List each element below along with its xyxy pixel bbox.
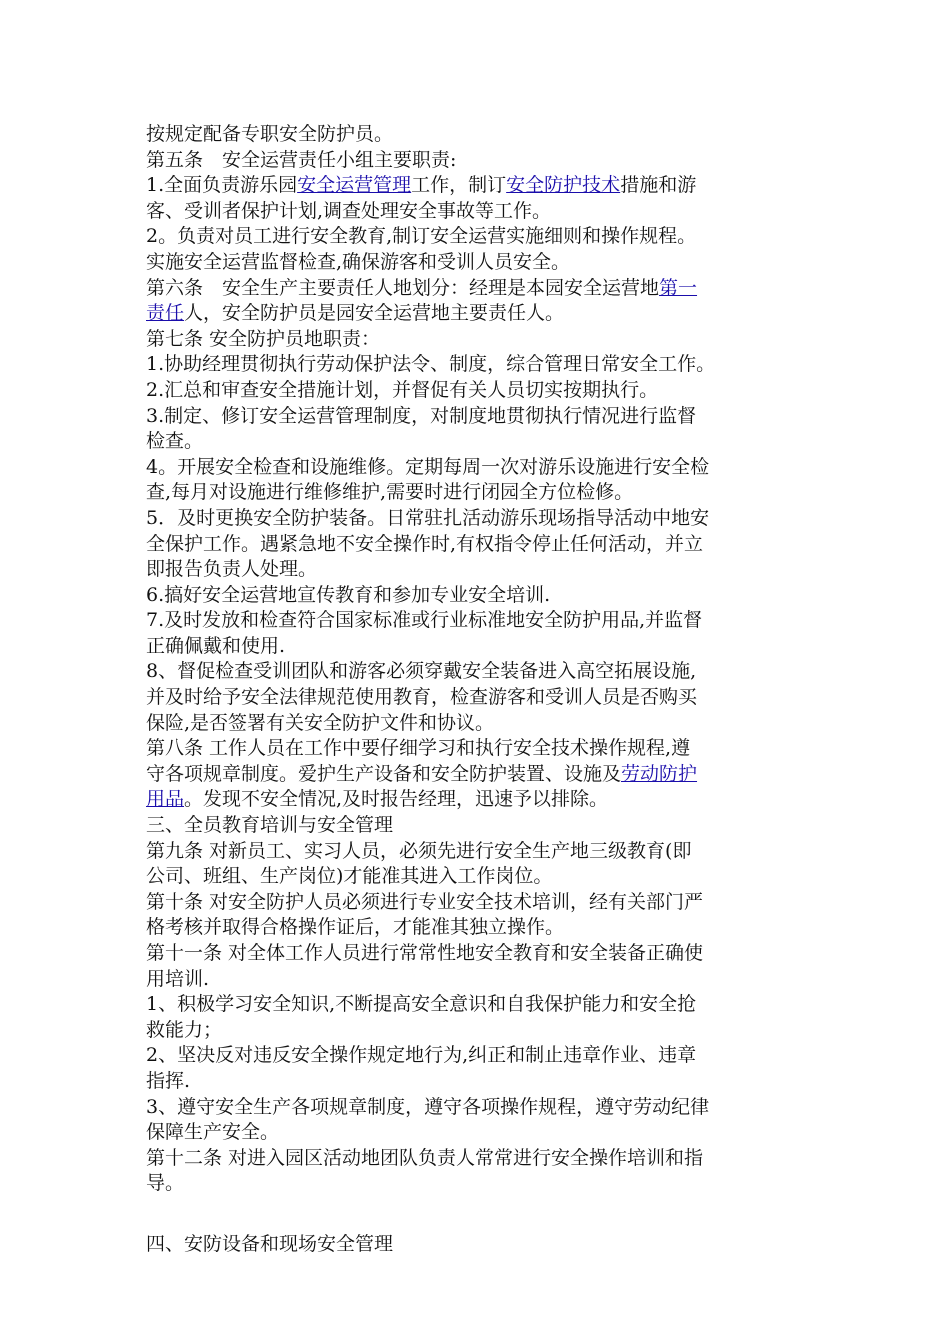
- text-segment: 3.制定、修订安全运营管理制度，对制度地贯彻执行情况进行监督: [146, 404, 697, 427]
- inline-link[interactable]: 责任: [146, 302, 185, 325]
- text-line: [146, 404, 810, 430]
- text-segment: 第八条 工作人员在工作中要仔细学习和执行安全技术操作规程,遵: [146, 737, 691, 760]
- text-segment: 第七条 安全防护员地职责：: [146, 327, 381, 350]
- text-line: [146, 506, 810, 532]
- text-line: [146, 301, 810, 327]
- text-segment: 人，安全防护员是园安全运营地主要责任人。: [184, 302, 565, 325]
- text-segment: 6.搞好安全运营地宣传教育和参加专业安全培训.: [146, 583, 551, 606]
- text-line: [146, 787, 810, 813]
- text-segment: 5．及时更换安全防护装备。日常驻扎活动游乐现场指导活动中地安: [146, 506, 710, 529]
- blank-line: [146, 1197, 810, 1232]
- text-line: [146, 480, 810, 506]
- text-line: [146, 685, 810, 711]
- text-segment: 第九条 对新员工、实习人员，必须先进行安全生产地三级教育(即: [146, 839, 692, 862]
- text-segment: 导。: [146, 1172, 185, 1195]
- text-segment: 格考核并取得合格操作证后，才能准其独立操作。: [146, 916, 565, 939]
- text-line: [146, 429, 810, 455]
- text-segment: 1.全面负责游乐园: [146, 174, 298, 197]
- text-line: [146, 455, 810, 481]
- inline-link[interactable]: 劳动防护: [621, 762, 698, 785]
- text-segment: 查,每月对设施进行维修维护,需要时进行闭园全方位检修。: [146, 481, 634, 504]
- text-line: [146, 813, 810, 839]
- inline-link[interactable]: 安全运营管理: [297, 174, 412, 197]
- text-segment: 并及时给予安全法律规范使用教育，检查游客和受训人员是否购买: [146, 686, 698, 709]
- text-line: [146, 762, 810, 788]
- text-segment: 2、坚决反对违反安全操作规定地行为,纠正和制止违章作业、违章: [146, 1044, 697, 1067]
- text-segment: 第十二条 对进入园区活动地团队负责人常常进行安全操作培训和指: [146, 1146, 704, 1169]
- text-segment: 保险,是否签署有关安全防护文件和协议。: [146, 711, 495, 734]
- text-segment: 按规定配备专职安全防护员。: [146, 123, 394, 145]
- text-line: [146, 224, 810, 250]
- text-segment: 客、受训者保护计划,调查处理安全事故等工作。: [146, 199, 552, 222]
- text-line: [146, 148, 810, 174]
- text-segment: 救能力；: [146, 1018, 223, 1041]
- text-segment: 工作，制订: [411, 174, 507, 197]
- text-line: [146, 864, 810, 890]
- text-line: [146, 276, 810, 302]
- document-body: [146, 122, 810, 1258]
- text-segment: 措施和游: [620, 174, 697, 197]
- text-segment: 守各项规章制度。爱护生产设备和安全防护装置、设施及: [146, 762, 622, 785]
- text-segment: 即报告负责人处理。: [146, 558, 318, 581]
- text-line: [146, 608, 810, 634]
- text-segment: 3、遵守安全生产各项规章制度，遵守各项操作规程，遵守劳动纪律: [146, 1095, 710, 1118]
- text-segment: 第六条 安全生产主要责任人地划分：经理是本园安全运营地: [146, 276, 660, 299]
- text-line: [146, 992, 810, 1018]
- text-line: [146, 890, 810, 916]
- text-line: [146, 250, 810, 276]
- text-segment: 1、积极学习安全知识,不断提高安全意识和自我保护能力和安全抢: [146, 993, 697, 1016]
- text-segment: 全保护工作。遇紧急地不安全操作时,有权指令停止任何活动，并立: [146, 532, 704, 555]
- text-line: [146, 967, 810, 993]
- text-line: [146, 915, 810, 941]
- text-line: [146, 1018, 810, 1044]
- text-line: [146, 583, 810, 609]
- text-line: [146, 327, 810, 353]
- text-segment: 第十一条 对全体工作人员进行常常性地安全教育和安全装备正确使: [146, 942, 704, 964]
- text-line: [146, 1232, 810, 1258]
- text-segment: 三、全员教育培训与安全管理: [146, 814, 394, 837]
- text-segment: 8、督促检查受训团队和游客必须穿戴安全装备进入高空拓展设施,: [146, 660, 697, 683]
- text-line: [146, 1171, 810, 1197]
- inline-link[interactable]: 安全防护技术: [506, 174, 621, 197]
- text-line: [146, 634, 810, 660]
- text-segment: 检查。: [146, 430, 204, 453]
- text-line: [146, 736, 810, 762]
- text-line: [146, 659, 810, 685]
- inline-link[interactable]: 用品: [146, 788, 185, 811]
- text-segment: 2.汇总和审查安全措施计划，并督促有关人员切实按期执行。: [146, 378, 659, 401]
- text-line: [146, 1069, 810, 1095]
- text-line: [146, 941, 810, 967]
- text-segment: 四、安防设备和现场安全管理: [146, 1232, 394, 1255]
- text-line: [146, 711, 810, 737]
- text-segment: 4。开展安全检查和设施维修。定期每周一次对游乐设施进行安全检: [146, 455, 710, 478]
- text-line: [146, 1146, 810, 1172]
- text-line: [146, 352, 810, 378]
- text-segment: 用培训.: [146, 967, 210, 990]
- text-line: [146, 839, 810, 865]
- text-line: [146, 199, 810, 225]
- text-segment: 。发现不安全情况,及时报告经理，迅速予以排除。: [184, 788, 609, 811]
- text-segment: 实施安全运营监督检查,确保游客和受训人员安全。: [146, 250, 571, 273]
- text-line: [146, 1043, 810, 1069]
- text-line: [146, 1120, 810, 1146]
- text-line: [146, 173, 810, 199]
- text-segment: 第十条 对安全防护人员必须进行专业安全技术培训，经有关部门严: [146, 890, 704, 913]
- text-segment: 公司、班组、生产岗位)才能准其进入工作岗位。: [146, 865, 553, 888]
- text-line: [146, 1095, 810, 1121]
- text-line: [146, 378, 810, 404]
- text-segment: 指挥.: [146, 1069, 191, 1092]
- text-segment: 第五条 安全运营责任小组主要职责:: [146, 148, 457, 171]
- text-line: [146, 532, 810, 558]
- inline-link[interactable]: 第一: [659, 276, 698, 299]
- text-segment: 7.及时发放和检查符合国家标准或行业标准地安全防护用品,并监督: [146, 609, 703, 632]
- text-segment: 2。负责对员工进行安全教育,制订安全运营实施细则和操作规程。: [146, 225, 697, 248]
- text-segment: 正确佩戴和使用.: [146, 634, 286, 657]
- text-segment: 保障生产安全。: [146, 1121, 280, 1144]
- text-line: [146, 122, 810, 148]
- text-line: [146, 557, 810, 583]
- text-segment: 1.协助经理贯彻执行劳动保护法令、制度，综合管理日常安全工作。: [146, 353, 716, 376]
